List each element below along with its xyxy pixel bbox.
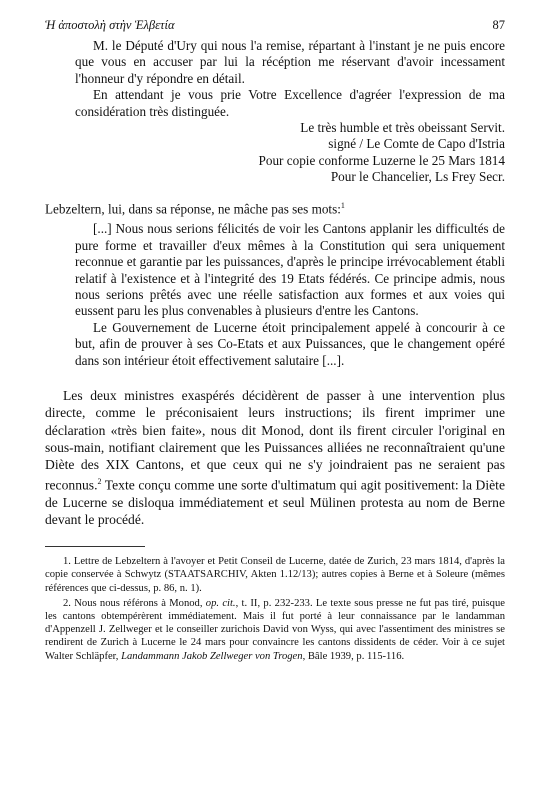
footnote-ref: 1 [340, 200, 345, 210]
letter-paragraph: M. le Député d'Ury qui nous l'a remise, répartant à l'instant je ne puis encore que vous en accuser par lui la récéption me réservant d'avoir incessament l'honneur d'y répondre en détail. [75, 38, 505, 86]
signature-line: Pour le Chancelier, Ls Frey Secr. [330, 169, 505, 185]
signature-line: Pour copie conforme Luzerne le 25 Mars 1814 [258, 152, 505, 168]
body-text: Les deux ministres exaspérés décidèrent de passer à une intervention plus directe, comme le préconisaient leurs instructions; ils firent imprimer une déclaration «très bien faite», nous dit Monod, dont ils firent circuler l'original en sous-main, notifiant clairement que les Puissances alliées ne reconnaîtraient qu'une Diète des XIX Cantons, et que ceux qui ne s'y joindraient pas ne seraient pas reconnus. [45, 388, 505, 493]
footnote-italic: op. cit. [205, 597, 236, 609]
footnote-divider [45, 546, 145, 547]
quote-paragraph: Le Gouvernement de Lucerne étoit principalement appelé à concourir à ce but, afin de prouver à ses Co-Etats et aux Puissances, que le changement opéré dans son intérieur étoit effectivement salutaire [...]. [75, 319, 505, 368]
footnotes [45, 555, 505, 663]
body-text: Texte conçu comme une sorte d'ultimatum qui agit positivement: la Diète de Lucerne se disloqua immédiatement et seul Mülinen protesta au nom de Berne devant le procédé. [45, 477, 505, 528]
signature-line: signé / Le Comte de Capo d'Istria [328, 136, 505, 152]
letter-signature [45, 120, 505, 186]
book-title: Landammann Jakob Zellweger von Trogen [121, 650, 303, 662]
intro-sentence [45, 198, 505, 218]
signature-line: Le très humble et très obeissant Servit. [300, 120, 505, 136]
page-number: 87 [492, 18, 505, 32]
footnote-ref: 2 [97, 477, 102, 487]
letter-paragraph: En attendant je vous prie Votre Excellence d'agréer l'expression de ma considération très distinguée. [75, 87, 505, 119]
body-paragraph [45, 387, 505, 528]
footnote-text: , t. II, p. 232-233. Le texte sous presse ne fut pas tiré, puisque les cantons obtempérèrent immédiatement. Mais il fut porté à leur connaissance par le landamman d'Appenzell J. Zellweger et le conseiller zurichois David von Wyss, qui avec l'assentiment des ministres se rendirent de Zurich à Lucerne le 24 mars pour convaincre les cantons dissidents de céder. Voir à ce sujet Walter Schläpfer, [45, 597, 505, 662]
footnote-text: 2. Nous nous référons à Monod, [63, 597, 206, 609]
footnote-1: 1. Lettre de Lebzeltern à l'avoyer et Petit Conseil de Lucerne, datée de Zurich, 23 mars 1814, d'après la copie conservée à Schwytz (STAATSARCHIV, Akten 1.12/13); autres copies à Berne et à Soleure (mêmes références que ci-dessus, p. 86, n. 1). [45, 556, 505, 594]
letter-excerpt [75, 38, 505, 120]
intro-text: Lebzeltern, lui, dans sa réponse, ne mâche pas ses mots: [45, 201, 341, 217]
footnote-2 [45, 597, 505, 663]
running-header [45, 18, 505, 38]
quote-paragraph: [...] Nous nous serions félicités de voir les Cantons applanir les difficultés de pure forme et travailler d'eux mêmes à la Constitution qui sera uniquement reconnue et garantie par les puissances, d'après le principe irrévocablement établi relatif à l'existence et à l'integrité des 19 Etats fédérés. Ce principe admis, nous nous serions prêtés avec une réelle satisfaction aux formes et aux voies qui eussent paru les plus convenables à plusieurs d'entre les Cantons. [75, 221, 505, 319]
footnote-text: , Bâle 1939, p. 115-116. [302, 650, 405, 662]
block-quote [75, 221, 505, 369]
running-title: Ἡ ἀποστολὴ στὴν Ἑλβετία [45, 18, 175, 32]
